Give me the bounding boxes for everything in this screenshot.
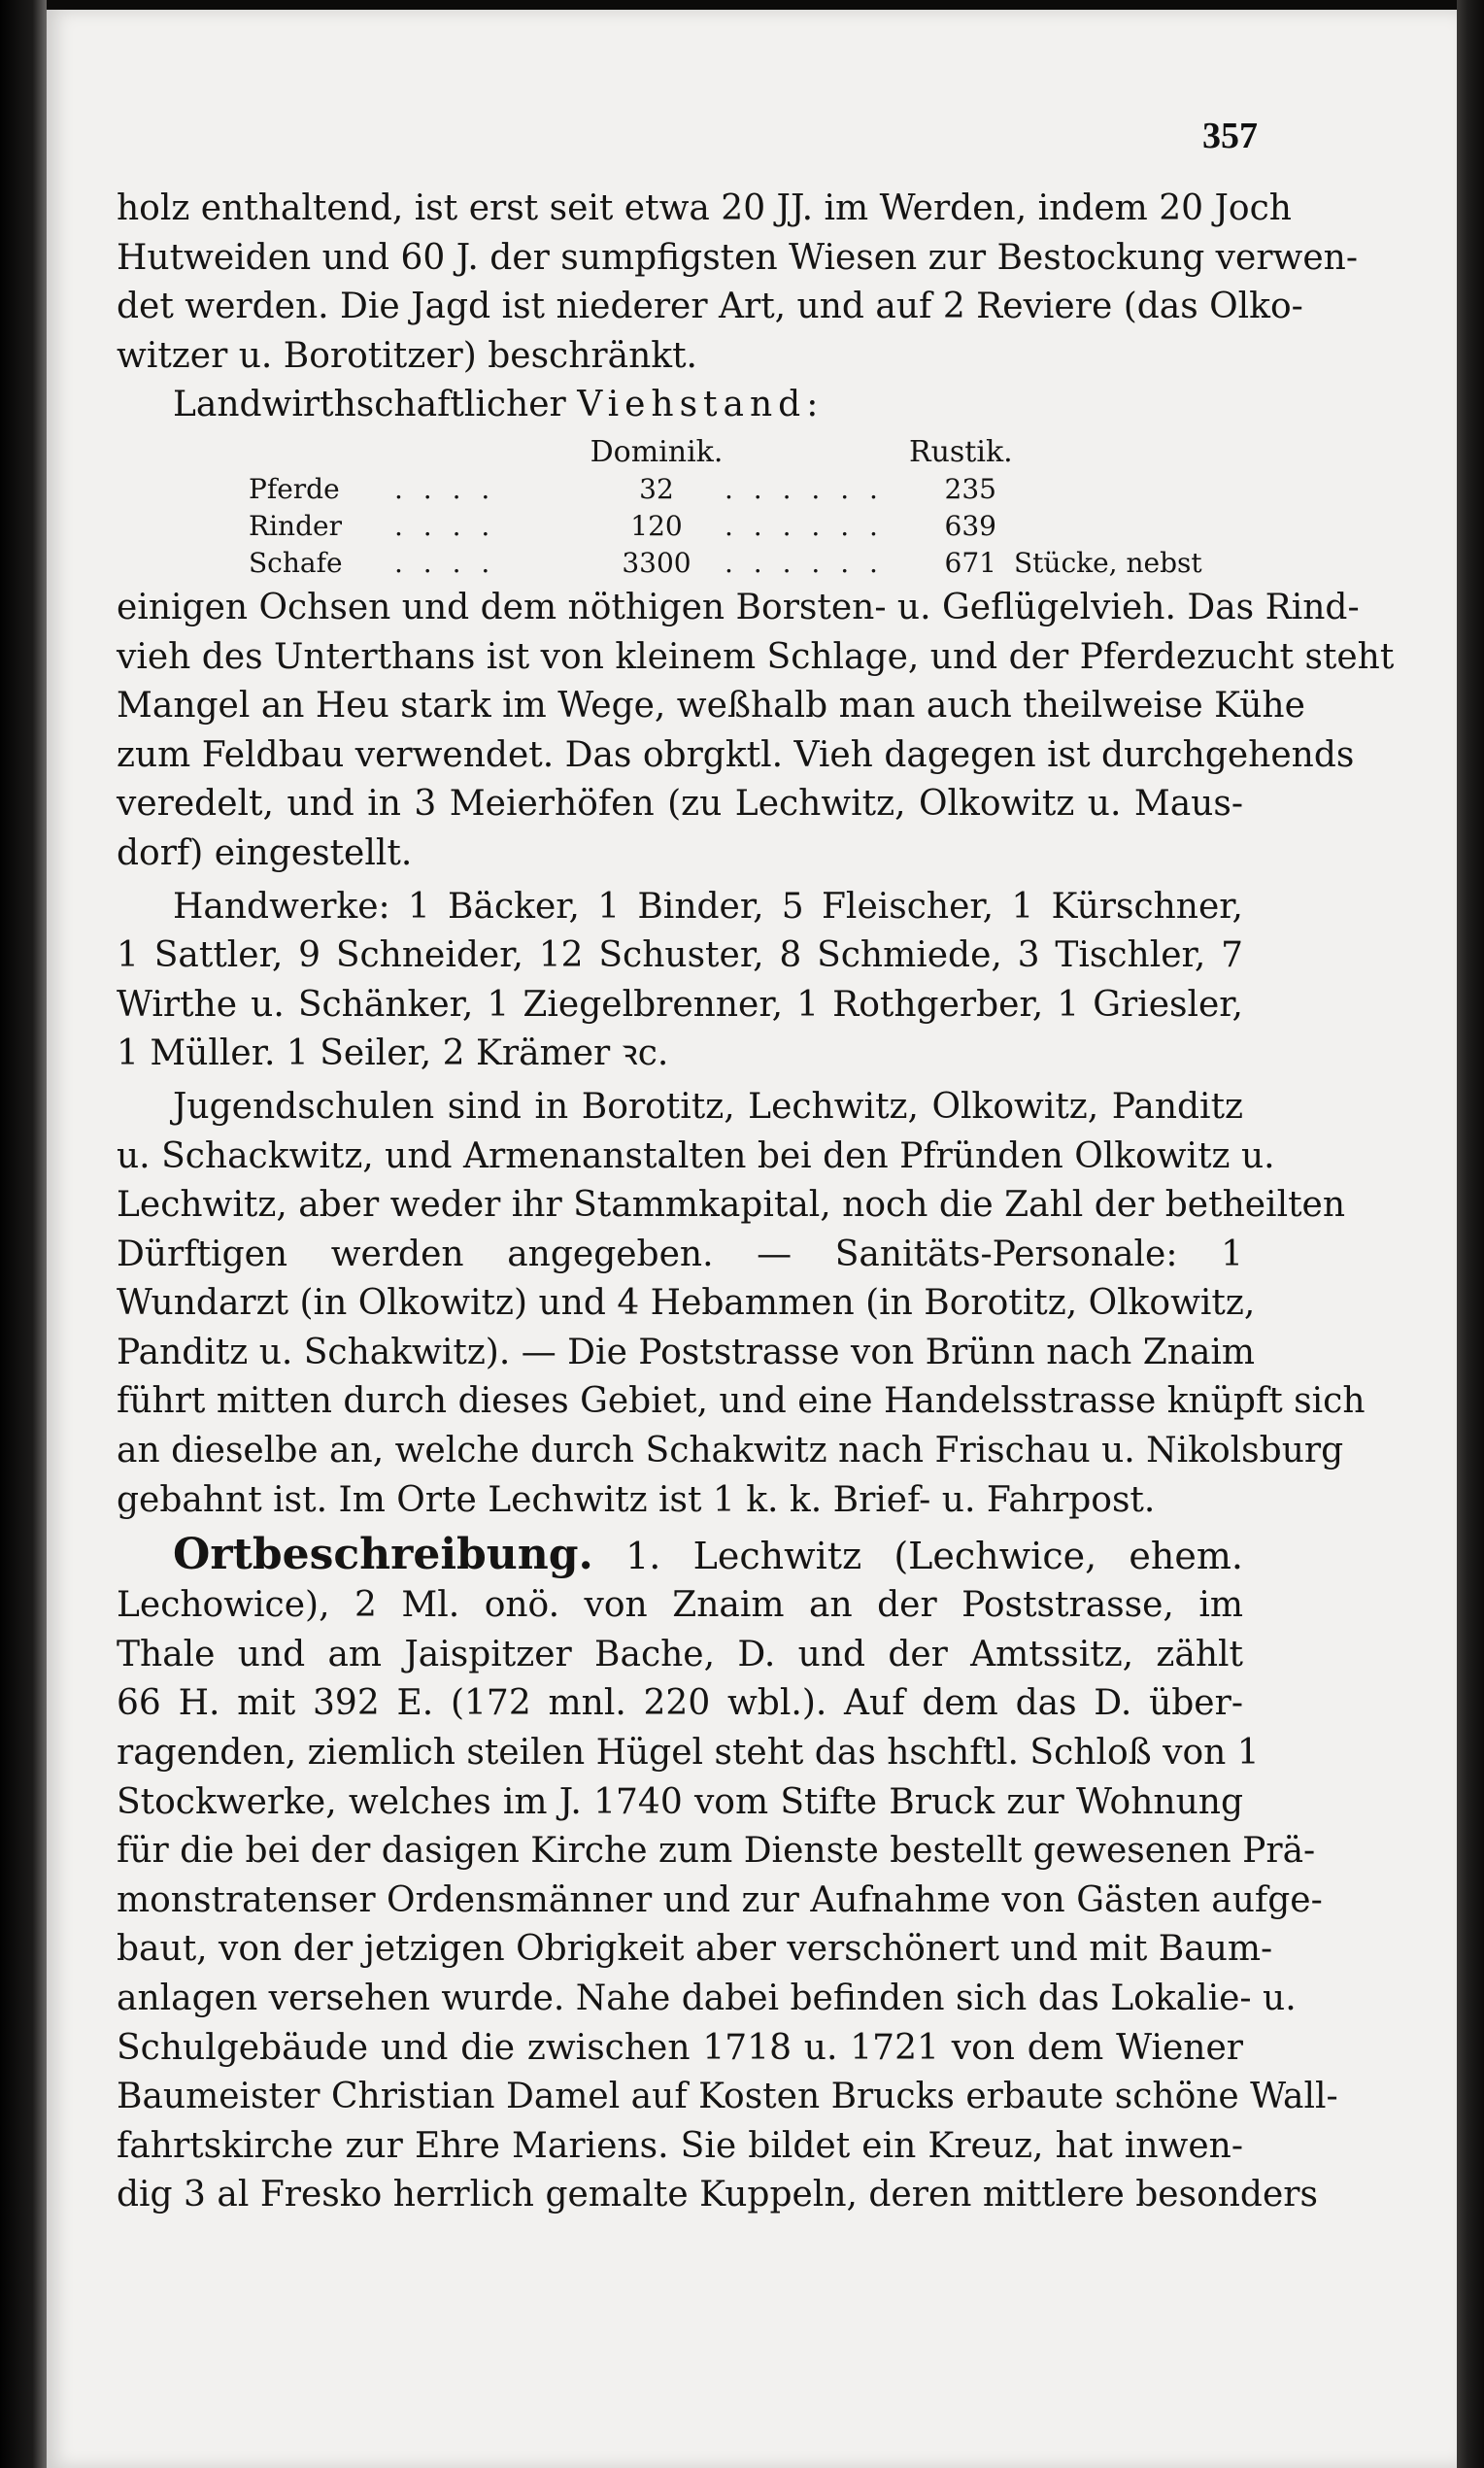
text-line: 1 Müller. 1 Seiler, 2 Krämer ꝛc.	[117, 1033, 669, 1074]
text-line: zum Feldbau verwendet. Das obrgktl. Vieh dagegen ist durchgehends	[117, 734, 1355, 775]
table-row: Schafe . . . . 3300 . . . . . . 671 Stücke, nebst	[249, 546, 1202, 579]
livestock-table	[117, 434, 1243, 582]
text-line: veredelt, und in 3 Meierhöfen (zu Lechwitz, Olkowitz u. Maus-	[117, 784, 1243, 825]
text-line: Hutweiden und 60 J. der sumpfigsten Wiesen zur Bestockung verwen-	[117, 237, 1358, 278]
text-line: dig 3 al Fresko herrlich gemalte Kuppeln, deren mittlere besonders	[117, 2175, 1318, 2215]
text-line: gebahnt ist. Im Orte Lechwitz ist 1 k. k. Brief- u. Fahrpost.	[117, 1479, 1156, 1520]
text-line: Schulgebäude und die zwischen 1718 u. 1721 von dem Wiener	[117, 2027, 1243, 2068]
section-ortbeschreibung	[117, 1529, 1338, 2220]
text-line: witzer u. Borotitzer) beschränkt.	[117, 335, 697, 376]
text-line: det werden. Die Jagd ist niederer Art, und auf 2 Reviere (das Olko-	[117, 287, 1303, 327]
text-line: führt mitten durch dieses Gebiet, und eine Handelsstrasse knüpft sich	[117, 1381, 1366, 1422]
text-line: einigen Ochsen und dem nöthigen Borsten- u. Geflügelvieh. Das Rind-	[117, 587, 1360, 627]
text-line: Handwerke: 1 Bäcker, 1 Binder, 5 Fleischer, 1 Kürschner,	[173, 886, 1243, 927]
text-line: Jugendschulen sind in Borotitz, Lechwitz, Olkowitz, Panditz	[173, 1086, 1243, 1127]
section-heading-line: Ortbeschreibung. 1. Lechwitz (Lechwice, ehem.	[173, 1530, 1243, 1580]
text-line: u. Schackwitz, und Armenanstalten bei den Pfründen Olkowitz u.	[117, 1135, 1275, 1176]
table-row: Pferde . . . . 32 . . . . . . 235	[249, 472, 996, 505]
text-line: ragenden, ziemlich steilen Hügel steht das hschftl. Schloß von 1	[117, 1733, 1260, 1774]
text-line: Thale und am Jaispitzer Bache, D. und der Amtssitz, zählt	[117, 1634, 1243, 1674]
text-line: holz enthaltend, ist erst seit etwa 20 JJ. im Werden, indem 20 Joch	[117, 188, 1292, 228]
paragraph-trades	[117, 883, 1243, 1079]
text-line: dorf) eingestellt.	[117, 832, 413, 873]
text-line: 1 Sattler, 9 Schneider, 12 Schuster, 8 Schmiede, 3 Tischler, 7	[117, 935, 1243, 976]
livestock-table-header	[117, 434, 1243, 471]
table-row: Rinder . . . . 120 . . . . . . 639	[249, 509, 996, 542]
text-line: 66 H. mit 392 E. (172 mnl. 220 wbl.). Auf dem das D. über-	[117, 1683, 1243, 1724]
text-line: Baumeister Christian Damel auf Kosten Brucks erbaute schöne Wall-	[117, 2077, 1338, 2117]
paragraph-forestry-hunting	[117, 185, 1358, 381]
text-line: fahrtskirche zur Ehre Mariens. Sie bildet ein Kreuz, hat inwen-	[117, 2125, 1243, 2166]
column-dominik: Dominik.	[590, 434, 724, 469]
text-line: vieh des Unterthans ist von kleinem Schlage, und der Pferdezucht steht	[117, 636, 1395, 677]
page-text	[117, 185, 1395, 2220]
livestock-title: Landwirthschaftlicher Viehstand:	[173, 385, 819, 425]
text-line: Wundarzt (in Olkowitz) und 4 Hebammen (in Borotitz, Olkowitz,	[117, 1283, 1256, 1324]
text-line: baut, von der jetzigen Obrigkeit aber verschönert und mit Baum-	[117, 1929, 1273, 1970]
text-line: anlagen versehen wurde. Nahe dabei befinden sich das Lokalie- u.	[117, 1978, 1297, 2018]
page-number: 357	[1202, 116, 1258, 156]
text-line: Stockwerke, welches im J. 1740 vom Stifte Bruck zur Wohnung	[117, 1781, 1243, 1822]
text-line: Lechowice), 2 Ml. onö. von Znaim an der Poststrasse, im	[117, 1585, 1243, 1626]
paragraph-livestock	[117, 584, 1395, 879]
column-rustik: Rustik.	[909, 434, 1013, 469]
text-line: Panditz u. Schakwitz). — Die Poststrasse von Brünn nach Znaim	[117, 1332, 1256, 1372]
text-line: an dieselbe an, welche durch Schakwitz nach Frischau u. Nikolsburg	[117, 1431, 1344, 1471]
text-line: Dürftigen werden angegeben. — Sanitäts-Personale: 1	[117, 1234, 1243, 1274]
text-line: Lechwitz, aber weder ihr Stammkapital, noch die Zahl der betheilten	[117, 1185, 1346, 1226]
paragraph-schools-roads	[117, 1083, 1366, 1525]
right-page-edge	[1457, 0, 1484, 2468]
text-line: für die bei der dasigen Kirche zum Dienste bestellt gewesenen Prä-	[117, 1831, 1316, 1872]
section-heading: Ortbeschreibung.	[173, 1530, 593, 1580]
left-page-shadow	[0, 0, 47, 2468]
text-line: Mangel an Heu stark im Wege, weßhalb man auch theilweise Kühe	[117, 686, 1305, 727]
text-line: Wirthe u. Schänker, 1 Ziegelbrenner, 1 Rothgerber, 1 Griesler,	[117, 984, 1243, 1025]
text-line: monstratenser Ordensmänner und zur Aufnahme von Gästen aufge-	[117, 1879, 1323, 1920]
